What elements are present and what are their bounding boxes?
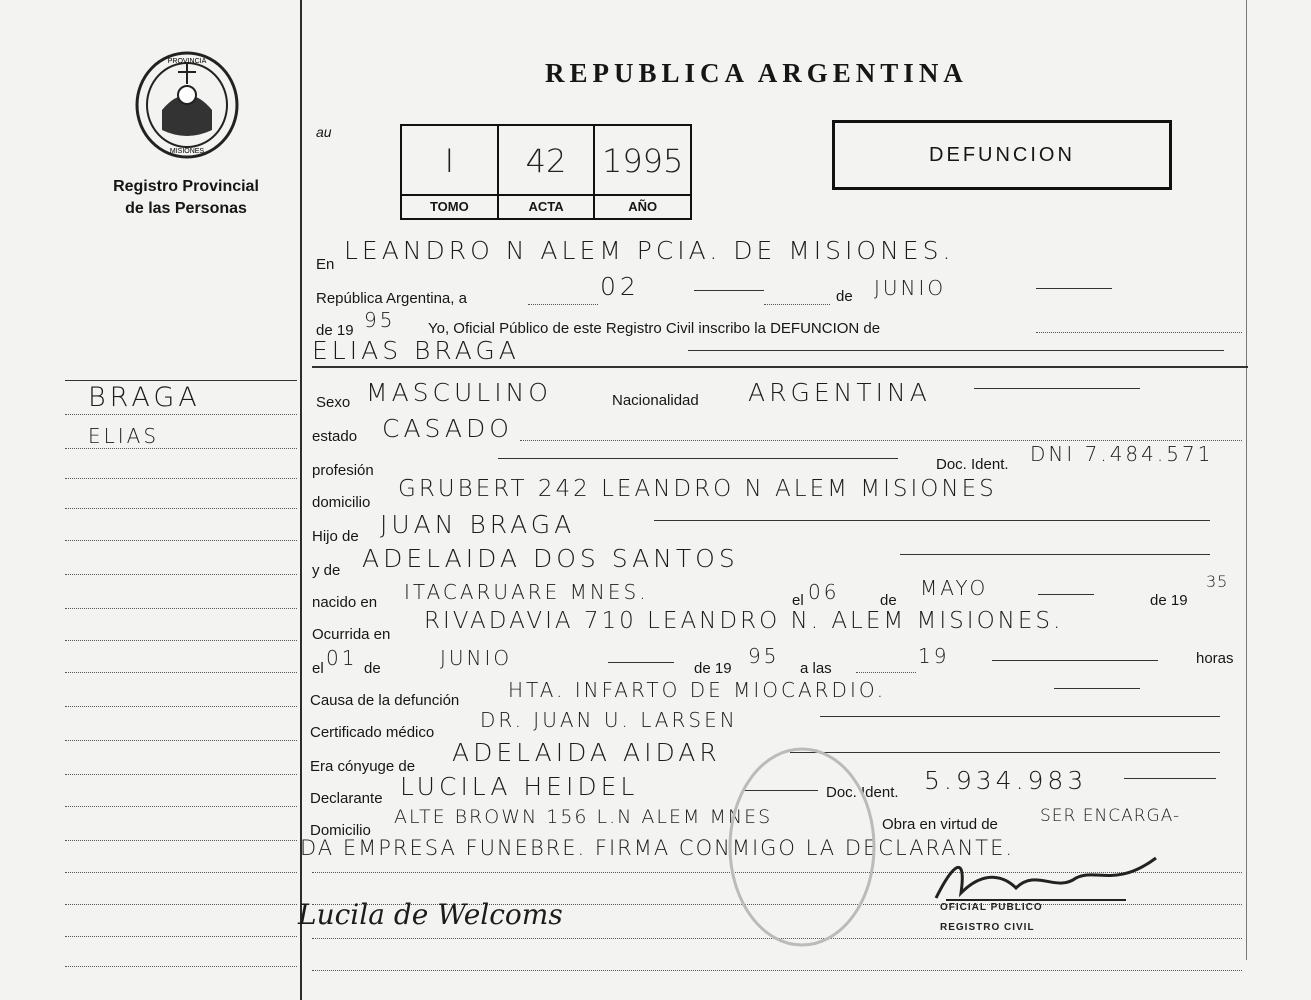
conyuge-label: Era cónyuge de <box>310 758 416 775</box>
rule <box>608 662 674 663</box>
tomo-value: I <box>444 142 455 180</box>
registration-place: LEANDRO N ALEM PCIA. DE MISIONES. <box>344 236 955 265</box>
sexo-value: MASCULINO <box>366 378 552 407</box>
seal-top-text: PROVINCIA <box>167 58 207 65</box>
margin-line <box>65 672 297 674</box>
decl-domicilio-value: ALTE BROWN 156 L.N ALEM MNES <box>394 806 773 828</box>
registry-name <box>70 176 302 220</box>
margin-line <box>65 414 297 416</box>
obra-continuation: DA EMPRESA FUNEBRE. FIRMA CONMIGO LA DECLARANTE. <box>300 836 1015 860</box>
rule <box>1036 332 1242 334</box>
rule <box>820 716 1220 717</box>
deceased-name: ELIAS BRAGA <box>312 336 520 365</box>
death-year-prefix: de 19 <box>694 660 732 677</box>
seal-bottom-text: MISIONES <box>169 148 205 155</box>
margin-line <box>65 872 297 874</box>
rule <box>974 388 1140 389</box>
y-de-label: y de <box>312 562 341 579</box>
certificado-value: DR. JUAN U. LARSEN <box>480 708 738 732</box>
margin-note: au <box>316 124 332 140</box>
el-label: el <box>792 592 804 609</box>
registration-year: 95 <box>364 308 396 332</box>
declarante-value: LUCILA HEIDEL <box>400 772 639 801</box>
rule <box>1124 778 1216 779</box>
sexo-label: Sexo <box>316 394 351 411</box>
provincial-seal-icon <box>132 50 242 160</box>
reference-boxes <box>400 124 692 220</box>
republic-label: República Argentina, a <box>316 290 467 307</box>
rule <box>688 350 1224 351</box>
officer-signature-icon <box>926 848 1166 908</box>
birth-year: 35 <box>1206 572 1229 591</box>
declarant-signature: Lucila de Welcoms <box>298 898 563 931</box>
officer-stamp-line-2: REGISTRO CIVIL <box>940 922 1035 933</box>
margin-line <box>65 706 297 708</box>
causa-value: HTA. INFARTO DE MIOCARDIO. <box>508 678 887 702</box>
horas-label: horas <box>1196 650 1234 667</box>
margin-top-rule <box>65 380 297 381</box>
margin-line <box>65 540 297 542</box>
officer-text: Yo, Oficial Público de este Registro Civil inscribo la DEFUNCION de <box>428 320 881 337</box>
profesion-label: profesión <box>312 462 374 479</box>
declarante-label: Declarante <box>310 790 383 807</box>
nacido-label: nacido en <box>312 594 378 611</box>
death-month: JUNIO <box>440 646 513 670</box>
margin-line <box>65 448 297 450</box>
decl-doc-value: 5.934.983 <box>924 766 1088 795</box>
birth-place: ITACARUARE MNES. <box>404 580 649 604</box>
nacionalidad-value: ARGENTINA <box>748 378 931 407</box>
obra-value: SER ENCARGA- <box>1040 806 1181 826</box>
section-rule <box>312 366 1248 368</box>
registry-name-line-1: Registro Provincial <box>113 178 259 195</box>
en-label: En <box>316 256 335 273</box>
acta-value: 42 <box>525 142 567 180</box>
causa-label: Causa de la defunción <box>310 692 460 709</box>
doc-ident-label: Doc. Ident. <box>936 456 1009 473</box>
rule <box>1054 688 1140 689</box>
de-label: de <box>836 288 853 305</box>
round-stamp-icon <box>722 742 882 952</box>
death-year: 95 <box>748 644 780 668</box>
estado-label: estado <box>312 428 358 445</box>
a-las-label: a las <box>800 660 832 677</box>
birth-de-label: de <box>880 592 897 609</box>
registration-month: JUNIO <box>874 276 947 300</box>
domicilio2-label: Domicilio <box>310 822 371 839</box>
acta-label: ACTA <box>499 194 594 218</box>
rule <box>992 660 1158 661</box>
officer-stamp-line-1: OFICIAL PUBLICO <box>940 902 1043 913</box>
margin-line <box>65 806 297 808</box>
certificado-label: Certificado médico <box>310 724 435 741</box>
document-type: DEFUNCION <box>832 120 1172 190</box>
margin-surname: BRAGA <box>88 382 201 413</box>
tomo-box <box>402 126 499 218</box>
death-day: 01 <box>326 646 358 670</box>
margin-line <box>65 574 297 576</box>
country-title: REPUBLICA ARGENTINA <box>545 58 968 88</box>
margin-line <box>65 608 297 610</box>
margin-line <box>65 840 297 842</box>
margin-line <box>65 640 297 642</box>
margin-given-name: ELIAS <box>88 424 160 448</box>
ocurrida-label: Ocurrida en <box>312 626 391 643</box>
death-hour: 19 <box>918 644 950 668</box>
rule <box>654 520 1210 521</box>
death-place: RIVADAVIA 710 LEANDRO N. ALEM MISIONES. <box>424 608 1064 634</box>
margin-line <box>65 936 297 938</box>
hijo-label: Hijo de <box>312 528 359 545</box>
ano-box <box>595 126 690 218</box>
death-de-label: de <box>364 660 381 677</box>
registration-day: 02 <box>600 272 640 301</box>
rule <box>1036 288 1112 289</box>
domicilio-label: domicilio <box>312 494 371 511</box>
conyuge-value: ADELAIDA AIDAR <box>452 738 721 767</box>
rule <box>856 672 916 674</box>
estado-value: CASADO <box>382 414 513 443</box>
father-value: JUAN BRAGA <box>380 510 576 539</box>
birth-day: 06 <box>808 580 840 604</box>
margin-line <box>65 478 297 480</box>
ano-value: 1995 <box>601 142 684 180</box>
decl-doc-label: Doc. Ident. <box>826 784 899 801</box>
year-prefix: de 19 <box>316 322 354 339</box>
right-border <box>1246 0 1247 960</box>
birth-year-prefix: de 19 <box>1150 592 1188 609</box>
margin-line <box>65 966 297 968</box>
rule <box>1038 594 1094 595</box>
margin-line <box>65 904 297 906</box>
doc-ident-value: DNI 7.484.571 <box>1030 442 1214 466</box>
rule <box>764 304 830 306</box>
acta-box <box>499 126 596 218</box>
rule <box>528 304 598 306</box>
margin-line <box>65 740 297 742</box>
registry-name-line-2: de las Personas <box>125 200 247 217</box>
nacionalidad-label: Nacionalidad <box>612 392 699 409</box>
margin-line <box>65 774 297 776</box>
birth-month: MAYO <box>920 576 989 600</box>
rule <box>900 554 1210 555</box>
rule <box>312 970 1242 972</box>
obra-label: Obra en virtud de <box>882 816 998 833</box>
mother-value: ADELAIDA DOS SANTOS <box>362 544 739 573</box>
tomo-label: TOMO <box>402 194 497 218</box>
rule <box>498 458 898 459</box>
domicilio-value: GRUBERT 242 LEANDRO N ALEM MISIONES <box>398 476 997 502</box>
margin-line <box>65 508 297 510</box>
rule <box>694 290 764 291</box>
death-el-label: el <box>312 660 324 677</box>
ano-label: AÑO <box>595 194 690 218</box>
